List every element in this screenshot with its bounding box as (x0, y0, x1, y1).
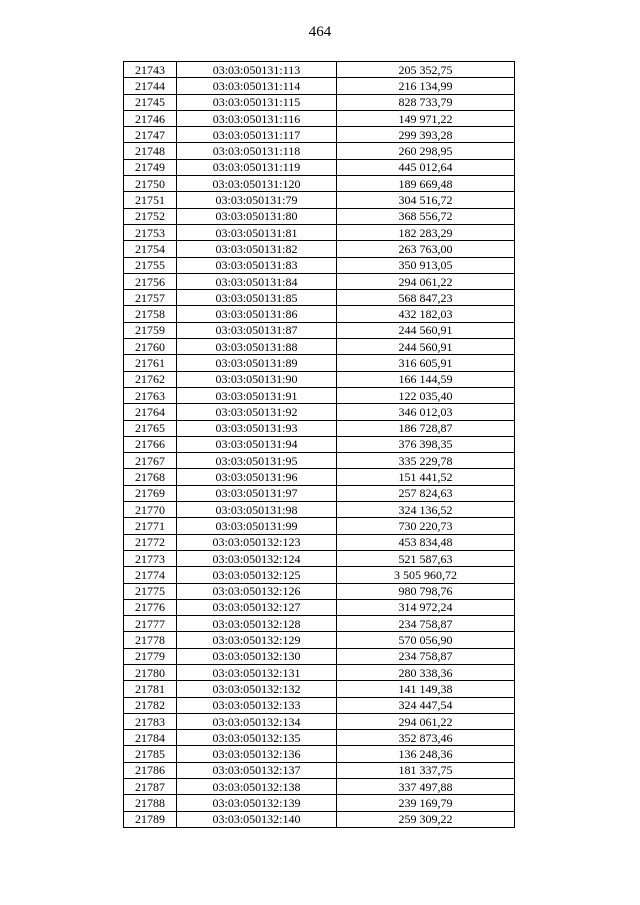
row-number-cell: 21786 (124, 762, 177, 778)
row-number-cell: 21763 (124, 387, 177, 403)
cadastral-value-cell: 263 763,00 (337, 241, 515, 257)
row-number-cell: 21774 (124, 567, 177, 583)
cadastral-value-cell: 259 309,22 (337, 811, 515, 827)
table-row (124, 469, 515, 485)
cadastral-value-cell: 166 144,59 (337, 371, 515, 387)
cadastral-number-cell: 03:03:050131:91 (177, 387, 337, 403)
cadastral-value-cell: 280 338,36 (337, 664, 515, 680)
cadastral-number-cell: 03:03:050131:86 (177, 306, 337, 322)
cadastral-value-cell: 244 560,91 (337, 322, 515, 338)
table-row (124, 664, 515, 680)
table-row (124, 779, 515, 795)
cadastral-number-cell: 03:03:050132:130 (177, 648, 337, 664)
cadastral-number-cell: 03:03:050132:135 (177, 730, 337, 746)
table-row (124, 697, 515, 713)
row-number-cell: 21777 (124, 616, 177, 632)
row-number-cell: 21758 (124, 306, 177, 322)
table-row (124, 62, 515, 78)
table-row (124, 355, 515, 371)
table-row (124, 192, 515, 208)
cadastral-value-cell: 234 758,87 (337, 648, 515, 664)
cadastral-value-cell: 432 182,03 (337, 306, 515, 322)
cadastral-number-cell: 03:03:050132:138 (177, 779, 337, 795)
cadastral-value-cell: 189 669,48 (337, 176, 515, 192)
cadastral-value-cell: 453 834,48 (337, 534, 515, 550)
cadastral-number-cell: 03:03:050131:116 (177, 110, 337, 126)
cadastral-value-cell: 299 393,28 (337, 127, 515, 143)
row-number-cell: 21787 (124, 779, 177, 795)
table-row (124, 371, 515, 387)
cadastral-number-cell: 03:03:050132:134 (177, 713, 337, 729)
row-number-cell: 21744 (124, 78, 177, 94)
row-number-cell: 21757 (124, 290, 177, 306)
row-number-cell: 21755 (124, 257, 177, 273)
table-row (124, 143, 515, 159)
table-row (124, 567, 515, 583)
row-number-cell: 21775 (124, 583, 177, 599)
cadastral-value-cell: 205 352,75 (337, 62, 515, 78)
cadastral-value-cell: 234 758,87 (337, 616, 515, 632)
table-body (124, 62, 515, 828)
row-number-cell: 21767 (124, 453, 177, 469)
table-row (124, 616, 515, 632)
cadastral-number-cell: 03:03:050131:83 (177, 257, 337, 273)
cadastral-number-cell: 03:03:050132:126 (177, 583, 337, 599)
cadastral-value-cell: 352 873,46 (337, 730, 515, 746)
row-number-cell: 21773 (124, 550, 177, 566)
cadastral-number-cell: 03:03:050132:132 (177, 681, 337, 697)
cadastral-value-cell: 368 556,72 (337, 208, 515, 224)
row-number-cell: 21749 (124, 159, 177, 175)
cadastral-number-cell: 03:03:050131:99 (177, 518, 337, 534)
cadastral-number-cell: 03:03:050132:129 (177, 632, 337, 648)
row-number-cell: 21754 (124, 241, 177, 257)
row-number-cell: 21776 (124, 599, 177, 615)
cadastral-number-cell: 03:03:050131:96 (177, 469, 337, 485)
cadastral-number-cell: 03:03:050131:92 (177, 404, 337, 420)
table-row (124, 436, 515, 452)
row-number-cell: 21747 (124, 127, 177, 143)
row-number-cell: 21746 (124, 110, 177, 126)
row-number-cell: 21782 (124, 697, 177, 713)
cadastral-value-cell: 730 220,73 (337, 518, 515, 534)
cadastral-number-cell: 03:03:050131:115 (177, 94, 337, 110)
cadastral-number-cell: 03:03:050131:117 (177, 127, 337, 143)
table-row (124, 746, 515, 762)
table-row (124, 241, 515, 257)
table-row (124, 811, 515, 827)
table-row (124, 78, 515, 94)
cadastral-value-cell: 260 298,95 (337, 143, 515, 159)
cadastral-number-cell: 03:03:050131:84 (177, 273, 337, 289)
cadastral-value-cell: 239 169,79 (337, 795, 515, 811)
row-number-cell: 21781 (124, 681, 177, 697)
table-row (124, 290, 515, 306)
table-row (124, 208, 515, 224)
table-row (124, 110, 515, 126)
cadastral-number-cell: 03:03:050132:124 (177, 550, 337, 566)
table-row (124, 632, 515, 648)
table-row (124, 273, 515, 289)
row-number-cell: 21765 (124, 420, 177, 436)
row-number-cell: 21784 (124, 730, 177, 746)
table-row (124, 176, 515, 192)
row-number-cell: 21759 (124, 322, 177, 338)
cadastral-number-cell: 03:03:050131:79 (177, 192, 337, 208)
cadastral-number-cell: 03:03:050131:95 (177, 453, 337, 469)
table-row (124, 224, 515, 240)
row-number-cell: 21760 (124, 339, 177, 355)
row-number-cell: 21766 (124, 436, 177, 452)
row-number-cell: 21771 (124, 518, 177, 534)
cadastral-number-cell: 03:03:050132:125 (177, 567, 337, 583)
table-row (124, 713, 515, 729)
cadastral-number-cell: 03:03:050132:123 (177, 534, 337, 550)
row-number-cell: 21780 (124, 664, 177, 680)
cadastral-value-cell: 186 728,87 (337, 420, 515, 436)
cadastral-value-cell: 141 149,38 (337, 681, 515, 697)
row-number-cell: 21783 (124, 713, 177, 729)
cadastral-value-cell: 980 798,76 (337, 583, 515, 599)
table-row (124, 534, 515, 550)
cadastral-value-cell: 376 398,35 (337, 436, 515, 452)
table-row (124, 404, 515, 420)
table-row (124, 599, 515, 615)
row-number-cell: 21770 (124, 502, 177, 518)
cadastral-value-cell: 337 497,88 (337, 779, 515, 795)
cadastral-number-cell: 03:03:050132:127 (177, 599, 337, 615)
cadastral-value-cell: 304 516,72 (337, 192, 515, 208)
row-number-cell: 21772 (124, 534, 177, 550)
cadastral-value-cell: 335 229,78 (337, 453, 515, 469)
cadastral-number-cell: 03:03:050131:94 (177, 436, 337, 452)
cadastral-number-cell: 03:03:050132:131 (177, 664, 337, 680)
cadastral-number-cell: 03:03:050131:88 (177, 339, 337, 355)
table-row (124, 127, 515, 143)
table-row (124, 730, 515, 746)
cadastral-value-cell: 828 733,79 (337, 94, 515, 110)
table-row (124, 762, 515, 778)
table-row (124, 518, 515, 534)
table-row (124, 306, 515, 322)
cadastral-number-cell: 03:03:050131:119 (177, 159, 337, 175)
row-number-cell: 21788 (124, 795, 177, 811)
cadastral-number-cell: 03:03:050131:118 (177, 143, 337, 159)
cadastral-number-cell: 03:03:050131:80 (177, 208, 337, 224)
cadastral-value-cell: 136 248,36 (337, 746, 515, 762)
table-row (124, 387, 515, 403)
row-number-cell: 21769 (124, 485, 177, 501)
row-number-cell: 21752 (124, 208, 177, 224)
cadastral-number-cell: 03:03:050131:93 (177, 420, 337, 436)
table-row (124, 339, 515, 355)
row-number-cell: 21785 (124, 746, 177, 762)
cadastral-value-cell: 294 061,22 (337, 713, 515, 729)
cadastral-number-cell: 03:03:050132:128 (177, 616, 337, 632)
cadastral-value-cell: 3 505 960,72 (337, 567, 515, 583)
cadastral-value-cell: 149 971,22 (337, 110, 515, 126)
cadastral-value-cell: 521 587,63 (337, 550, 515, 566)
cadastral-number-cell: 03:03:050132:140 (177, 811, 337, 827)
row-number-cell: 21779 (124, 648, 177, 664)
table-row (124, 94, 515, 110)
cadastral-number-cell: 03:03:050132:139 (177, 795, 337, 811)
cadastral-number-cell: 03:03:050131:113 (177, 62, 337, 78)
row-number-cell: 21750 (124, 176, 177, 192)
row-number-cell: 21743 (124, 62, 177, 78)
cadastral-number-cell: 03:03:050132:137 (177, 762, 337, 778)
cadastral-value-cell: 182 283,29 (337, 224, 515, 240)
cadastral-value-cell: 122 035,40 (337, 387, 515, 403)
table-row (124, 453, 515, 469)
cadastral-value-cell: 216 134,99 (337, 78, 515, 94)
cadastral-value-cell: 346 012,03 (337, 404, 515, 420)
cadastral-value-cell: 294 061,22 (337, 273, 515, 289)
cadastral-number-cell: 03:03:050131:89 (177, 355, 337, 371)
row-number-cell: 21756 (124, 273, 177, 289)
table-row (124, 550, 515, 566)
table-row (124, 322, 515, 338)
cadastral-value-cell: 324 136,52 (337, 502, 515, 518)
cadastral-value-cell: 314 972,24 (337, 599, 515, 615)
table-row (124, 681, 515, 697)
cadastral-value-cell: 568 847,23 (337, 290, 515, 306)
cadastral-value-cell: 257 824,63 (337, 485, 515, 501)
cadastral-value-cell: 570 056,90 (337, 632, 515, 648)
cadastral-number-cell: 03:03:050131:87 (177, 322, 337, 338)
cadastral-number-cell: 03:03:050131:82 (177, 241, 337, 257)
cadastral-number-cell: 03:03:050132:133 (177, 697, 337, 713)
row-number-cell: 21789 (124, 811, 177, 827)
row-number-cell: 21751 (124, 192, 177, 208)
cadastral-value-cell: 244 560,91 (337, 339, 515, 355)
page-number: 464 (308, 24, 332, 40)
table-row (124, 648, 515, 664)
cadastral-number-cell: 03:03:050131:98 (177, 502, 337, 518)
row-number-cell: 21761 (124, 355, 177, 371)
table-row (124, 257, 515, 273)
cadastral-number-cell: 03:03:050131:114 (177, 78, 337, 94)
cadastral-value-cell: 445 012,64 (337, 159, 515, 175)
cadastral-value-cell: 181 337,75 (337, 762, 515, 778)
cadastral-number-cell: 03:03:050131:90 (177, 371, 337, 387)
cadastral-value-cell: 316 605,91 (337, 355, 515, 371)
row-number-cell: 21768 (124, 469, 177, 485)
row-number-cell: 21753 (124, 224, 177, 240)
table-row (124, 583, 515, 599)
row-number-cell: 21762 (124, 371, 177, 387)
row-number-cell: 21764 (124, 404, 177, 420)
table-row (124, 420, 515, 436)
row-number-cell: 21748 (124, 143, 177, 159)
cadastral-value-cell: 151 441,52 (337, 469, 515, 485)
cadastral-number-cell: 03:03:050131:81 (177, 224, 337, 240)
row-number-cell: 21745 (124, 94, 177, 110)
cadastral-value-table (123, 61, 515, 828)
cadastral-number-cell: 03:03:050131:120 (177, 176, 337, 192)
table-row (124, 502, 515, 518)
cadastral-number-cell: 03:03:050132:136 (177, 746, 337, 762)
table-row (124, 795, 515, 811)
cadastral-number-cell: 03:03:050131:97 (177, 485, 337, 501)
table-row (124, 485, 515, 501)
cadastral-value-cell: 350 913,05 (337, 257, 515, 273)
cadastral-number-cell: 03:03:050131:85 (177, 290, 337, 306)
row-number-cell: 21778 (124, 632, 177, 648)
table-row (124, 159, 515, 175)
cadastral-value-cell: 324 447,54 (337, 697, 515, 713)
